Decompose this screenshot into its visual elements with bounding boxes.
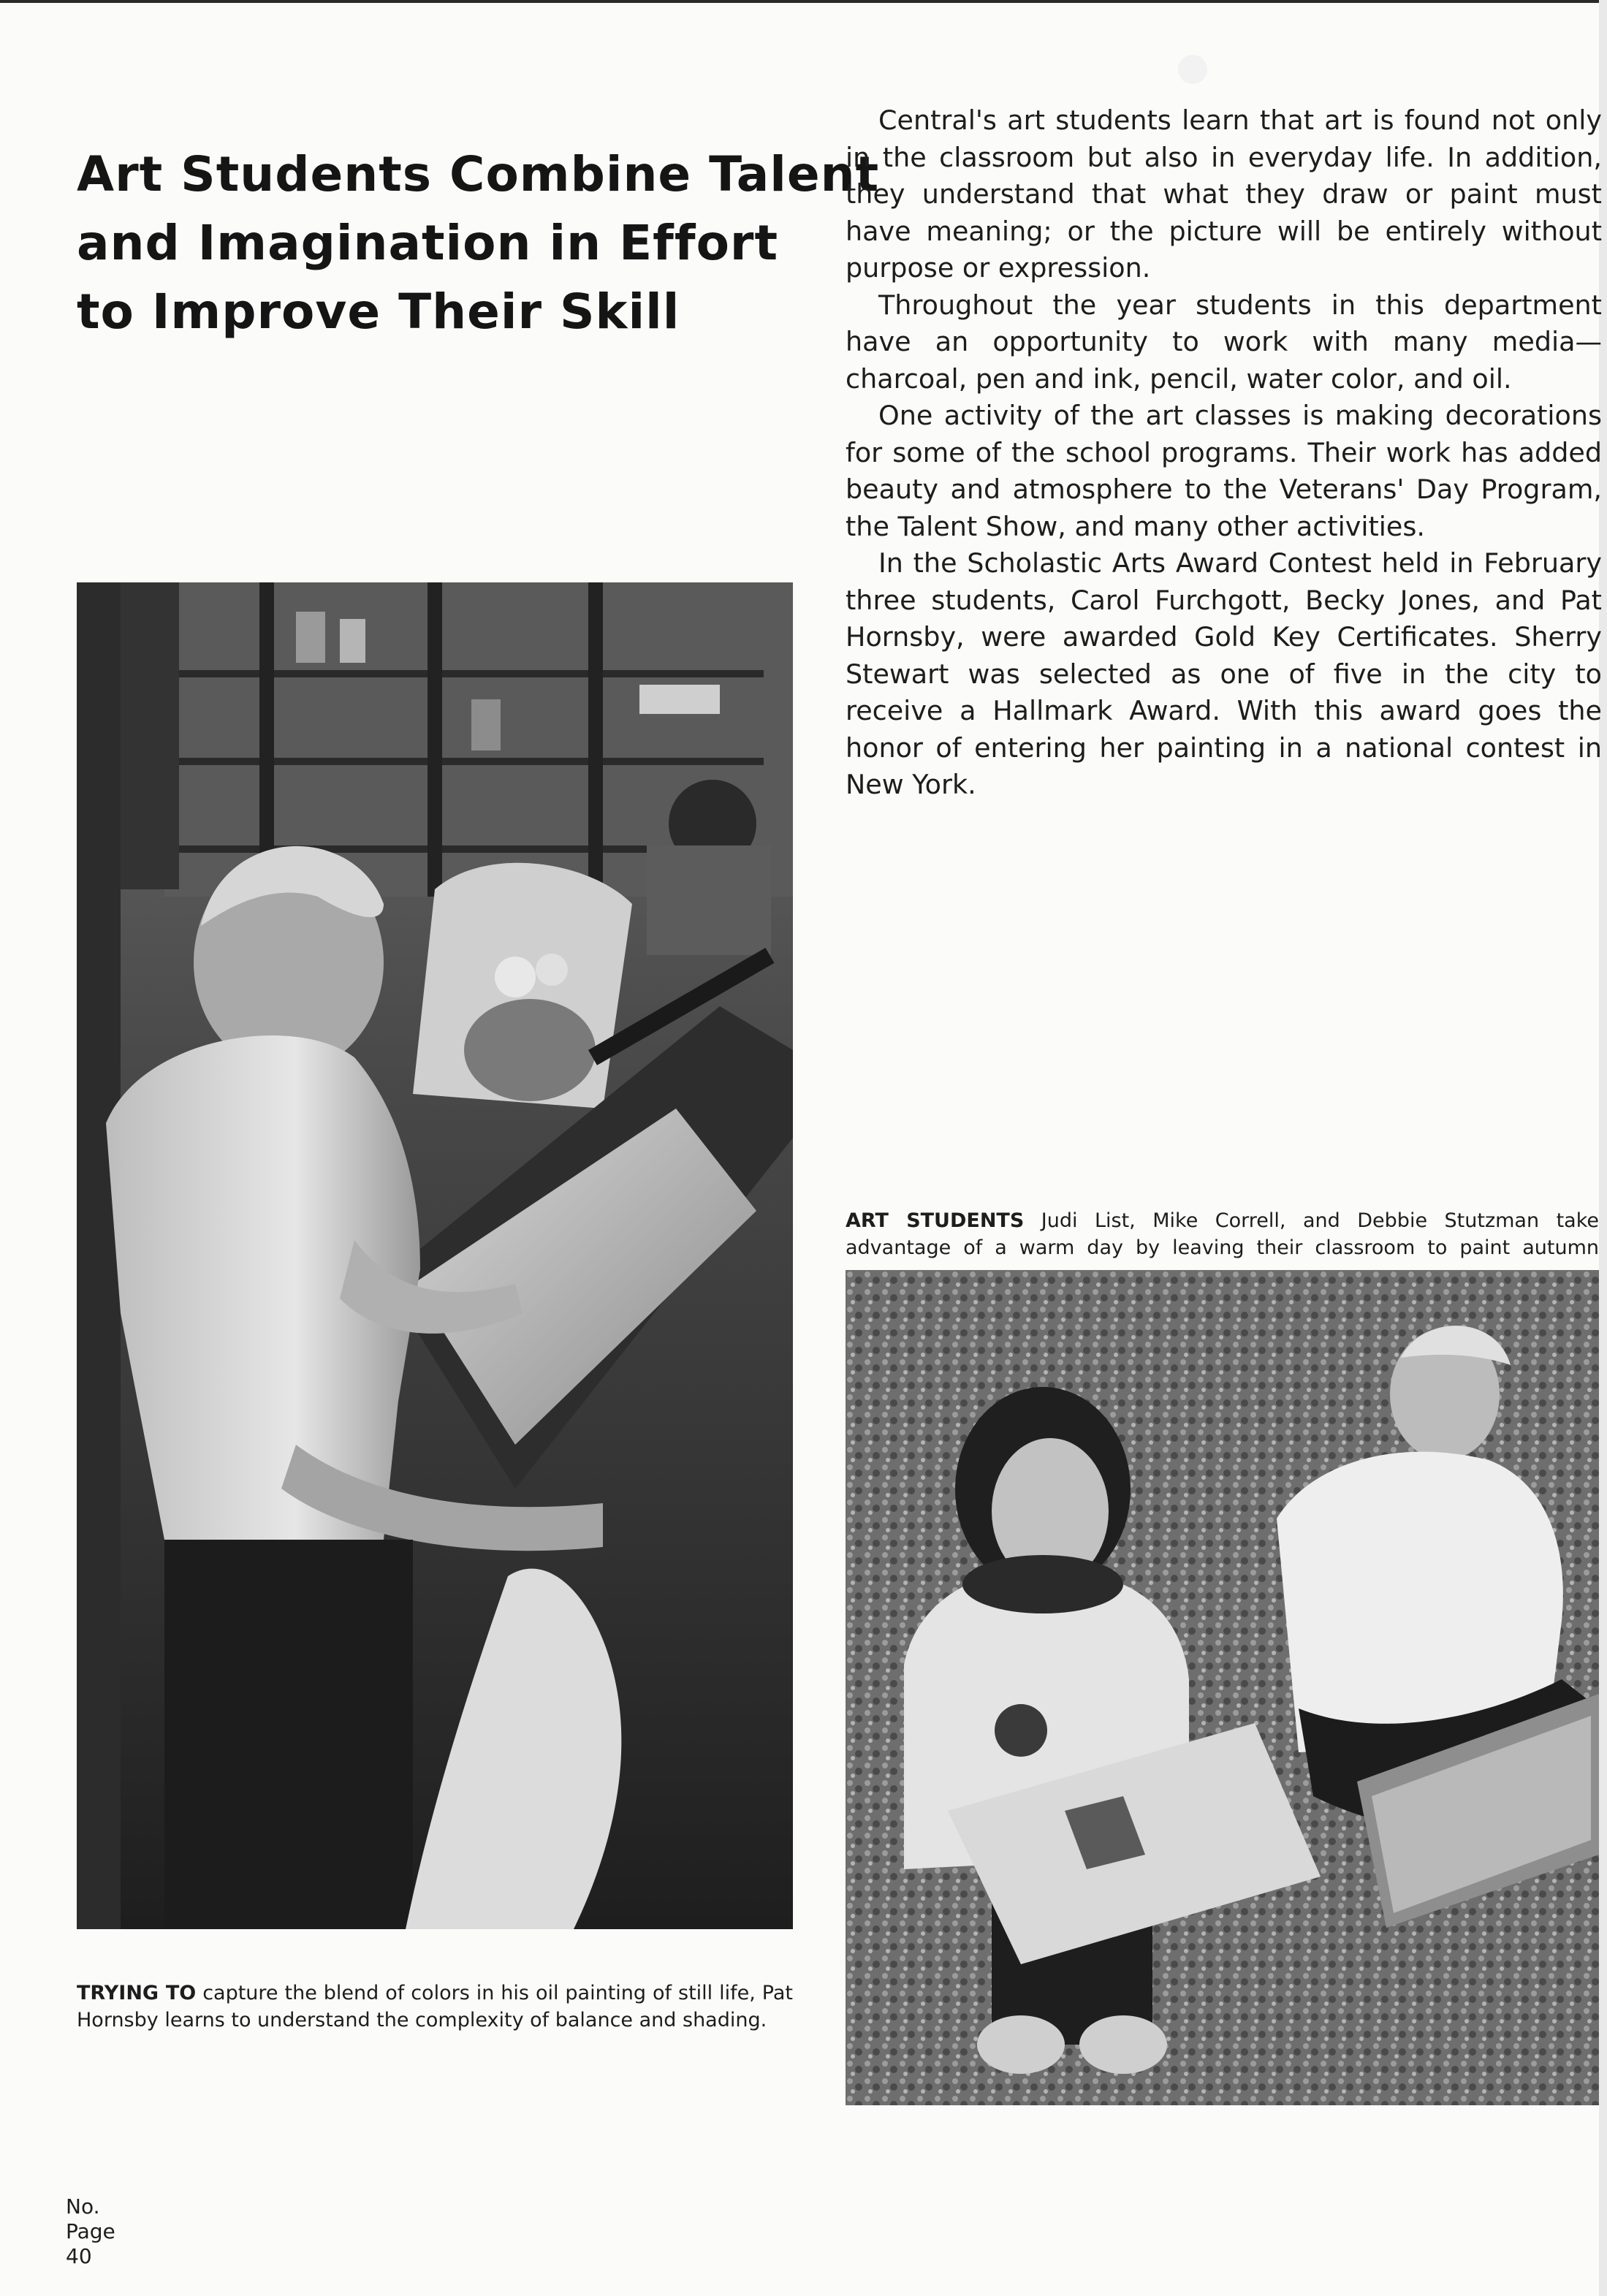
- caption-text: capture the blend of colors in his oil painting of still life, Pat Hornsby learns to understand the complexity of balance and shading.: [77, 1982, 793, 2031]
- article-body: [846, 102, 1602, 804]
- caption-lead: ART STUDENTS: [846, 1209, 1025, 1232]
- headline-line: to Improve Their Skill: [77, 284, 680, 341]
- photo-student-painting: [77, 582, 793, 1929]
- article-paragraph: One activity of the art classes is making decorations for some of the school programs. Their work has added beauty and atmosphere to the Veterans' Day Program, the Talent Show, and many other activities.: [846, 400, 1602, 542]
- page-label-page: Page: [66, 2219, 115, 2243]
- page-number: 40: [66, 2244, 92, 2268]
- page-label-no: No.: [66, 2194, 100, 2219]
- photo-student-painting-image: [77, 582, 793, 1929]
- paper-mark: [1178, 55, 1207, 84]
- caption-lead: TRYING TO: [77, 1982, 197, 2004]
- headline-line: and Imagination in Effort: [77, 215, 779, 272]
- caption-left: [77, 1980, 793, 2034]
- headline-line: Art Students Combine Talent: [77, 146, 880, 203]
- photo-students-outdoors-image: [846, 1270, 1599, 2105]
- photo-students-outdoors: [846, 1270, 1599, 2105]
- article-paragraph: In the Scholastic Arts Award Contest held in February three students, Carol Furchgott, Becky Jones, and Pat Hornsby, were awarded Gold Key Certificates. Sherry Stewart was selected as one of five in the city to receive a Hallmark Award. With this award goes the honor of entering her painting in a national contest in New York.: [846, 547, 1602, 800]
- article-paragraph: Central's art students learn that art is found not only in the classroom but also in everyday life. In addition, they understand that what they draw or paint must have meaning; or the picture will be entirely without purpose or expression.: [846, 104, 1602, 284]
- page-number-block: [66, 2194, 115, 2269]
- caption-text: Judi List, Mike Correll, and Debbie Stutzman take advantage of a warm day by leaving their classroom to paint autumn: [846, 1209, 1599, 1259]
- article-headline: [77, 140, 880, 346]
- article-paragraph: Throughout the year students in this department have an opportunity to work with many media—charcoal, pen and ink, pencil, water color, and oil.: [846, 289, 1602, 395]
- top-rule: [0, 0, 1607, 3]
